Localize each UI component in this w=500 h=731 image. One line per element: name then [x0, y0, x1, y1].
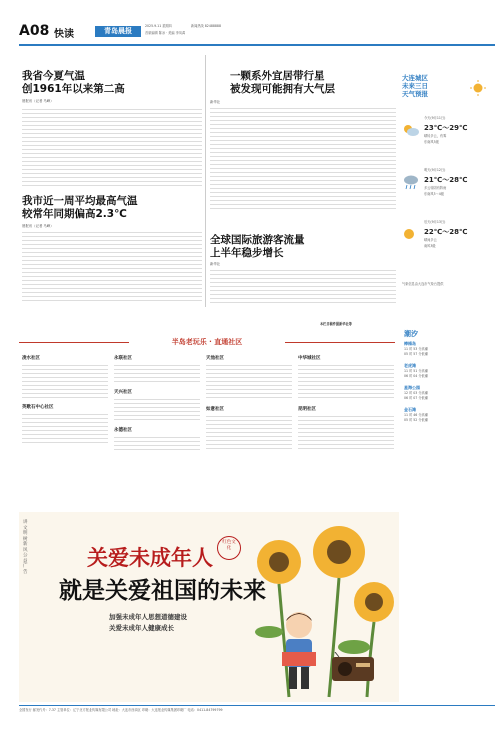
weather-day-1-desc: 晴转多云，有雾 — [424, 134, 447, 138]
ad-radio-illustration — [331, 652, 375, 682]
article-1-title-line-2: 创1961年以来第二高 — [22, 83, 125, 95]
tide-title: 潮汐 — [404, 330, 418, 338]
tide-line: 12 时 03 分高潮 — [404, 391, 428, 395]
community-1-body — [22, 362, 108, 400]
weather-day-2 — [402, 168, 494, 220]
article-3-title-line-2: 被发现可能拥有大气层 — [230, 83, 335, 95]
community-2-title: 英歌石中心社区 — [22, 405, 54, 410]
weather-day-2-desc: 多云转阴有阵雨 — [424, 186, 447, 190]
weather-sun-icon — [470, 80, 486, 100]
weather-header-line-1: 大连城区 — [402, 74, 428, 82]
tide-line: 06 时 04 分低潮 — [404, 373, 428, 378]
community-9-title: 昆明社区 — [298, 407, 316, 412]
ad-title-line-1: 关爱未成年人 — [87, 545, 213, 570]
article-2-body — [22, 224, 202, 308]
tide-line: 11 时 53 分高潮 — [404, 347, 428, 351]
weather-day-1-date: 今天(9月11日) — [424, 116, 446, 120]
community-2-body — [22, 411, 108, 447]
footer-rule — [19, 705, 495, 706]
editor-line: 新闻热线 82488888 — [191, 24, 221, 28]
tide-place: 棒棰岛 — [404, 341, 416, 346]
ad-seal — [217, 536, 241, 560]
article-1-dateline: 晨报讯（记者 马峰） — [22, 99, 54, 103]
tide-entry-1 — [404, 341, 494, 356]
paper-logo-text: 青岛晨报 — [104, 27, 132, 35]
weather-day-3-icon — [402, 226, 420, 245]
weather-day-2-temp: 21℃～28℃ — [424, 176, 468, 184]
article-4-body — [210, 262, 396, 314]
tide-entry-3 — [404, 385, 494, 400]
tide-place: 老虎滩 — [404, 363, 416, 368]
ad-subtitle-line-1: 加强未成年人思想道德建设 — [109, 613, 187, 621]
tide-place: 金石滩 — [404, 407, 416, 412]
tide-line: 05 时 57 分低潮 — [404, 351, 428, 356]
article-4-dateline: 新华社 — [210, 262, 221, 266]
ad-subtitle-line-2: 关爱未成年人健康成长 — [109, 624, 174, 632]
article-4-title-line-1: 全球国际旅游客流量 — [210, 234, 305, 246]
weather-day-3-temp: 22℃～28℃ — [424, 228, 468, 236]
weather-source: 气象信息由大连市气象台提供 — [402, 282, 444, 286]
ad-seal-text: 红色文化 — [222, 540, 236, 551]
weather-day-1-icon — [402, 122, 420, 141]
tide-entry-4 — [404, 407, 494, 422]
community-8-body — [298, 362, 394, 402]
weather-day-1-wind: 东南风3级 — [424, 140, 439, 144]
community-8-title: 中华城社区 — [298, 356, 321, 361]
banner-line-right — [285, 342, 395, 343]
article-2-title-line-2: 较常年同期偏高2.3℃ — [22, 208, 127, 220]
weather-day-2-date: 明天(9月12日) — [424, 168, 446, 172]
banner-line-left — [19, 342, 129, 343]
staff-line: 首席编辑 陈冰 · 美编 李凤禹 — [145, 31, 186, 35]
tide-line: 11 时 51 分高潮 — [404, 369, 428, 373]
weather-day-1 — [402, 116, 494, 168]
tide-entry-2 — [404, 363, 494, 378]
community-3-body — [114, 362, 200, 386]
community-4-title: 天兴社区 — [114, 390, 132, 395]
article-3-title-line-1: 一颗系外宜居带行星 — [230, 70, 325, 82]
article-3-dateline: 新华社 — [210, 100, 221, 104]
weather-day-1-temp: 23℃～29℃ — [424, 124, 468, 132]
ad-side-text: 讲文明 树新风 公益广告 — [23, 520, 28, 575]
article-2-title-line-1: 我市近一周平均最高气温 — [22, 195, 138, 207]
section-title: 快读 — [54, 29, 74, 40]
weather-day-3 — [402, 220, 494, 272]
weather-header-line-3: 天气预报 — [402, 90, 428, 98]
community-7-body — [206, 413, 292, 453]
community-column-4 — [298, 355, 394, 453]
article-4-footer: 本栏目稿件据新华社等 — [320, 322, 352, 326]
community-7-title: 如意社区 — [206, 407, 224, 412]
community-4-body — [114, 396, 200, 424]
community-6-title: 天池社区 — [206, 356, 224, 361]
date-line: 2025.9.11 星期四 — [145, 24, 172, 28]
masthead — [19, 20, 495, 46]
community-column-2 — [114, 355, 200, 456]
tide-place: 星海公园 — [404, 385, 420, 390]
community-column-3 — [206, 355, 292, 453]
tide-line: 05 时 52 分低潮 — [404, 417, 428, 422]
article-2-dateline: 晨报讯（记者 马峰） — [22, 224, 54, 228]
community-5-title: 永德社区 — [114, 428, 132, 433]
banner-title: 半岛老玩乐 · 直通社区 — [171, 338, 243, 346]
weather-day-3-date: 后天(9月13日) — [424, 220, 446, 224]
article-1-body — [22, 99, 202, 187]
ad-child-reading-illustration — [264, 607, 334, 697]
community-3-title: 永联社区 — [114, 356, 132, 361]
column-divider — [205, 55, 206, 307]
article-1-title-line-1: 我省今夏气温 — [22, 70, 85, 82]
community-banner — [19, 337, 395, 349]
community-1-title: 凌水社区 — [22, 356, 40, 361]
ad-title-line-2: 就是关爱祖国的未来 — [59, 577, 266, 604]
community-9-body — [298, 413, 394, 453]
community-6-body — [206, 362, 292, 402]
paper-logo — [95, 26, 141, 37]
article-4-title-line-2: 上半年稳步增长 — [210, 247, 284, 259]
weather-day-2-icon — [402, 174, 420, 194]
tide-line: 11 时 46 分高潮 — [404, 413, 428, 417]
footer-text: 全国发行 邮发代号：7-37 主管单位：辽宁北方报业传媒有限公司 地址：大连市西岗区 印刷：大连报业传媒集团印刷厂 电话：0411-84799799 — [19, 708, 223, 712]
weather-day-2-wind: 东南风3～4级 — [424, 192, 444, 196]
community-5-body — [114, 434, 200, 456]
article-3-body — [210, 100, 396, 218]
public-service-ad — [19, 512, 399, 702]
weather-panel — [400, 50, 496, 320]
weather-day-3-desc: 晴间多云 — [424, 238, 437, 242]
tide-panel — [400, 325, 496, 525]
page-code: A08 — [19, 23, 50, 39]
masthead-rule — [19, 44, 495, 46]
community-column-1 — [22, 355, 108, 447]
tide-line: 06 时 07 分低潮 — [404, 395, 428, 400]
weather-header-line-2: 未来三日 — [402, 82, 428, 90]
weather-day-3-wind: 南风3级 — [424, 244, 436, 248]
